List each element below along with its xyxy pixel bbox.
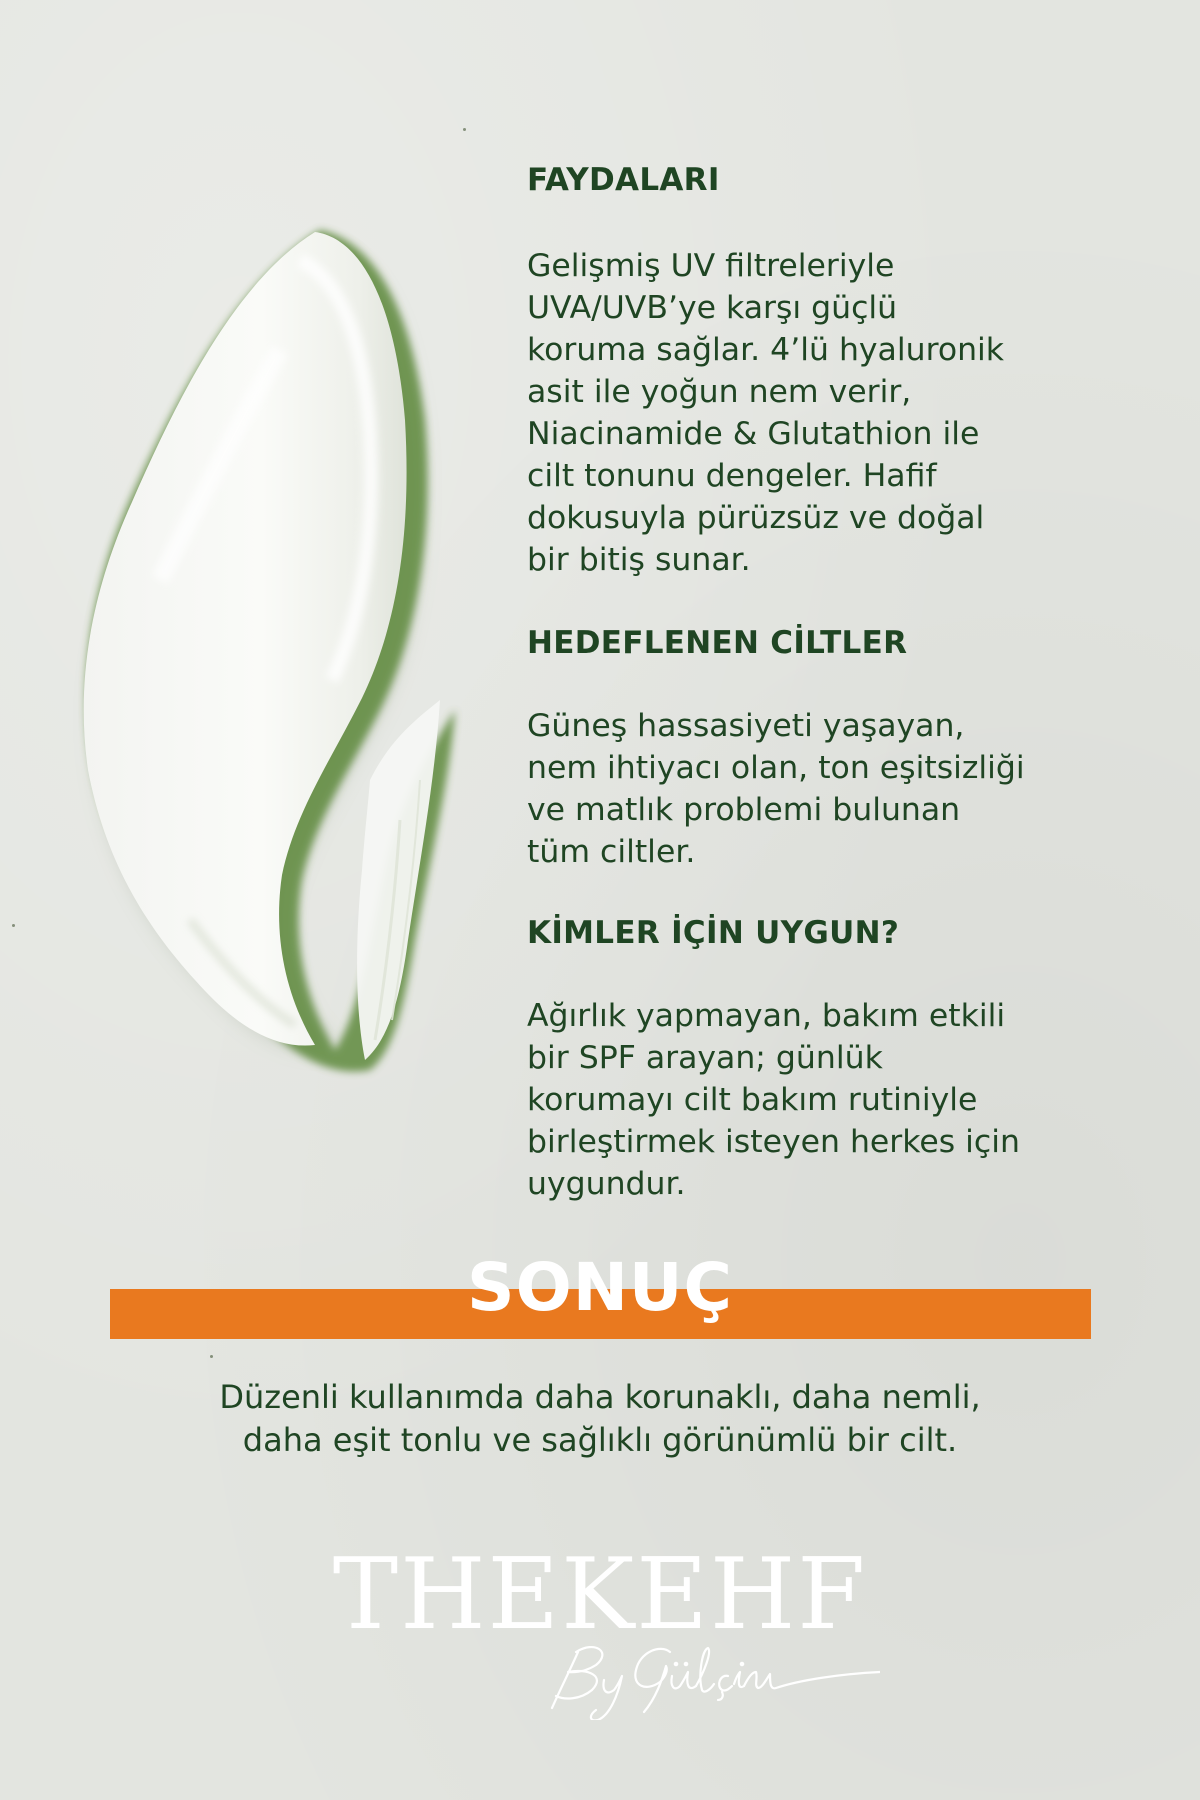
brand-logo bbox=[320, 1540, 880, 1720]
signature-script-image bbox=[320, 1540, 880, 1720]
background-speck bbox=[210, 1355, 213, 1358]
background-speck bbox=[463, 128, 466, 131]
benefits-text: Gelişmiş UV filtreleriyle UVA/UVB’ye karşı güçlü koruma sağlar. 4’lü hyaluronik asit ile yoğun nem verir, Niacinamide & Glutathion ile cilt tonunu dengeler. Hafif dokusuyla pürüzsüz ve doğal bir bitiş sunar. bbox=[527, 248, 1005, 578]
brand-wordmark: THEKEHF bbox=[332, 1538, 868, 1652]
target-skin-text: Güneş hassasiyeti yaşayan, nem ihtiyacı olan, ton eşitsizliği ve matlık problemi bulunan tüm ciltler. bbox=[527, 708, 1025, 870]
cream-swatch-image bbox=[70, 220, 490, 1080]
conclusion-title: SONUÇ bbox=[467, 1249, 733, 1326]
target-skin-heading: HEDEFLENEN CİLTLER bbox=[527, 625, 908, 661]
conclusion-text: Düzenli kullanımda daha korunaklı, daha nemli, daha eşit tonlu ve sağlıklı görünümlü bir cilt. bbox=[219, 1378, 981, 1459]
suitable-for-heading: KİMLER İÇİN UYGUN? bbox=[527, 915, 900, 951]
suitable-for-text: Ağırlık yapmayan, bakım etkili bir SPF arayan; günlük korumayı cilt bakım rutiniyle birleştirmek isteyen herkes için uygundur. bbox=[527, 998, 1020, 1202]
benefits-heading: FAYDALARI bbox=[527, 162, 720, 198]
background-speck bbox=[12, 924, 15, 927]
